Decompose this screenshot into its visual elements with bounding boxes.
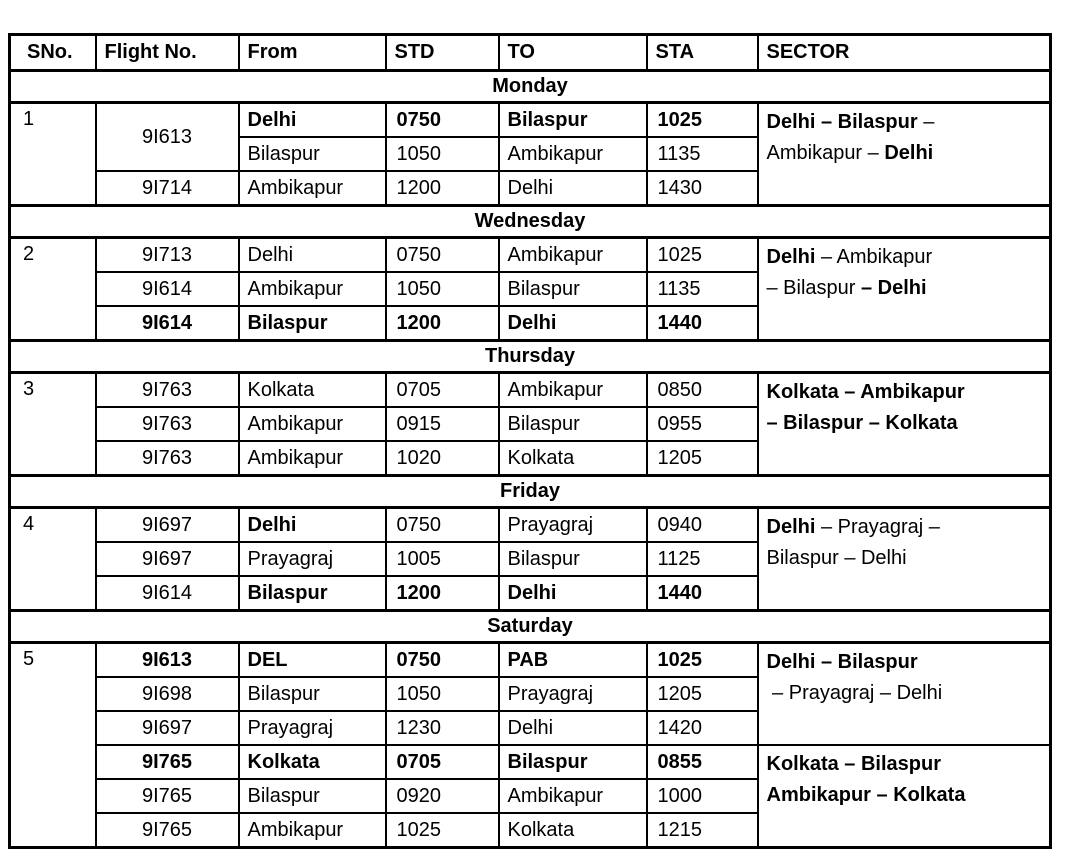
sector-text-segment: – Prayagraj – <box>815 516 940 538</box>
schedule-row <box>10 103 1051 138</box>
std-cell: 0750 <box>386 508 499 543</box>
std-cell: 1020 <box>386 441 499 476</box>
std-cell: 0920 <box>386 779 499 813</box>
sector-line <box>767 512 1046 543</box>
from-cell: Kolkata <box>239 745 386 779</box>
flight-no-cell: 9I697 <box>96 542 239 576</box>
sector-cell <box>758 373 1051 476</box>
std-cell: 0915 <box>386 407 499 441</box>
sector-text-segment: – Bilaspur <box>766 277 861 299</box>
sector-text-segment: Delhi – Bilaspur <box>766 111 918 133</box>
std-cell: 0750 <box>386 643 499 678</box>
sta-cell: 0940 <box>647 508 758 543</box>
sector-line <box>767 647 1046 678</box>
sector-line <box>767 780 1046 811</box>
sector-line <box>767 749 1046 780</box>
sector-text-segment: Kolkata – Ambikapur <box>766 381 965 403</box>
sector-line <box>767 273 1046 304</box>
sno-cell: 2 <box>10 238 96 341</box>
std-cell: 1200 <box>386 306 499 341</box>
flight-no-cell: 9I763 <box>96 441 239 476</box>
from-cell: Ambikapur <box>239 171 386 206</box>
std-cell: 1200 <box>386 576 499 611</box>
std-cell: 1200 <box>386 171 499 206</box>
sta-cell: 1135 <box>647 272 758 306</box>
from-cell: Prayagraj <box>239 711 386 745</box>
sector-text-segment: – Delhi <box>861 277 927 299</box>
sta-cell: 1025 <box>647 643 758 678</box>
to-cell: Ambikapur <box>499 373 647 408</box>
to-cell: Delhi <box>499 711 647 745</box>
header-from: From <box>239 35 386 71</box>
sector-line <box>767 377 1046 408</box>
from-cell: Ambikapur <box>239 813 386 848</box>
from-cell: Ambikapur <box>239 407 386 441</box>
schedule-row <box>10 373 1051 408</box>
header-flight-no: Flight No. <box>96 35 239 71</box>
to-cell: Bilaspur <box>499 103 647 138</box>
sta-cell: 1440 <box>647 576 758 611</box>
day-band-saturday: Saturday <box>10 611 1051 643</box>
header-sta: STA <box>647 35 758 71</box>
sta-cell: 1000 <box>647 779 758 813</box>
from-cell: Ambikapur <box>239 441 386 476</box>
from-cell: Delhi <box>239 508 386 543</box>
sta-cell: 0855 <box>647 745 758 779</box>
sector-text-segment: Delhi <box>766 516 816 538</box>
to-cell: Bilaspur <box>499 542 647 576</box>
day-band-friday: Friday <box>10 476 1051 508</box>
to-cell: Ambikapur <box>499 238 647 273</box>
header-to: TO <box>499 35 647 71</box>
to-cell: Bilaspur <box>499 745 647 779</box>
to-cell: Ambikapur <box>499 137 647 171</box>
flight-no-cell: 9I613 <box>96 103 239 172</box>
std-cell: 0705 <box>386 373 499 408</box>
sta-cell: 1430 <box>647 171 758 206</box>
sector-line <box>767 543 1046 574</box>
std-cell: 0705 <box>386 745 499 779</box>
to-cell: Prayagraj <box>499 508 647 543</box>
from-cell: Bilaspur <box>239 576 386 611</box>
sector-text-segment: Delhi <box>884 142 934 164</box>
sector-cell <box>758 745 1051 848</box>
std-cell: 1050 <box>386 272 499 306</box>
sector-cell <box>758 103 1051 206</box>
sector-text-segment: – <box>917 111 935 133</box>
flight-no-cell: 9I763 <box>96 407 239 441</box>
sta-cell: 0850 <box>647 373 758 408</box>
sta-cell: 0955 <box>647 407 758 441</box>
std-cell: 0750 <box>386 103 499 138</box>
sta-cell: 1025 <box>647 238 758 273</box>
from-cell: Bilaspur <box>239 779 386 813</box>
flight-no-cell: 9I763 <box>96 373 239 408</box>
flight-no-cell: 9I697 <box>96 711 239 745</box>
from-cell: Bilaspur <box>239 137 386 171</box>
sector-text-segment: Bilaspur – Delhi <box>766 547 907 569</box>
to-cell: Ambikapur <box>499 779 647 813</box>
sector-line <box>767 138 1046 169</box>
schedule-table-body <box>10 71 1051 848</box>
sta-cell: 1420 <box>647 711 758 745</box>
flight-no-cell: 9I614 <box>96 576 239 611</box>
to-cell: Delhi <box>499 306 647 341</box>
flight-no-cell: 9I613 <box>96 643 239 678</box>
from-cell: Delhi <box>239 103 386 138</box>
header-row <box>10 35 1051 71</box>
sta-cell: 1205 <box>647 441 758 476</box>
flight-no-cell: 9I698 <box>96 677 239 711</box>
sector-line <box>767 242 1046 273</box>
sector-line <box>767 107 1046 138</box>
schedule-row <box>10 508 1051 543</box>
sector-text-segment: Delhi <box>766 246 816 268</box>
sno-cell: 4 <box>10 508 96 611</box>
std-cell: 1005 <box>386 542 499 576</box>
day-band-row <box>10 206 1051 238</box>
sector-text-segment: Ambikapur – <box>766 142 885 164</box>
to-cell: PAB <box>499 643 647 678</box>
sno-cell: 3 <box>10 373 96 476</box>
sta-cell: 1025 <box>647 103 758 138</box>
sector-line <box>767 678 1046 709</box>
sector-text-segment: Kolkata – Bilaspur <box>766 753 942 775</box>
day-band-monday: Monday <box>10 71 1051 103</box>
std-cell: 1230 <box>386 711 499 745</box>
std-cell: 1050 <box>386 677 499 711</box>
from-cell: Prayagraj <box>239 542 386 576</box>
to-cell: Bilaspur <box>499 407 647 441</box>
header-sno: SNo. <box>10 35 96 71</box>
sector-cell <box>758 238 1051 341</box>
flight-no-cell: 9I765 <box>96 813 239 848</box>
header-std: STD <box>386 35 499 71</box>
sno-cell: 1 <box>10 103 96 206</box>
std-cell: 1025 <box>386 813 499 848</box>
to-cell: Prayagraj <box>499 677 647 711</box>
sector-text-segment: Delhi – Bilaspur <box>766 651 918 673</box>
day-band-row <box>10 476 1051 508</box>
std-cell: 0750 <box>386 238 499 273</box>
from-cell: Bilaspur <box>239 306 386 341</box>
day-band-row <box>10 71 1051 103</box>
to-cell: Delhi <box>499 171 647 206</box>
schedule-row <box>10 745 1051 779</box>
flight-no-cell: 9I714 <box>96 171 239 206</box>
sta-cell: 1205 <box>647 677 758 711</box>
sector-text-segment: Ambikapur – Kolkata <box>766 784 966 806</box>
day-band-row <box>10 611 1051 643</box>
sta-cell: 1215 <box>647 813 758 848</box>
from-cell: Bilaspur <box>239 677 386 711</box>
to-cell: Bilaspur <box>499 272 647 306</box>
to-cell: Kolkata <box>499 441 647 476</box>
flight-no-cell: 9I713 <box>96 238 239 273</box>
from-cell: Delhi <box>239 238 386 273</box>
day-band-row <box>10 341 1051 373</box>
sector-cell <box>758 643 1051 746</box>
day-band-thursday: Thursday <box>10 341 1051 373</box>
schedule-row <box>10 238 1051 273</box>
to-cell: Kolkata <box>499 813 647 848</box>
sector-text-segment: – Ambikapur <box>815 246 933 268</box>
to-cell: Delhi <box>499 576 647 611</box>
day-band-wednesday: Wednesday <box>10 206 1051 238</box>
from-cell: DEL <box>239 643 386 678</box>
sta-cell: 1125 <box>647 542 758 576</box>
flight-no-cell: 9I697 <box>96 508 239 543</box>
sector-text-segment: – Bilaspur – Kolkata <box>766 412 958 434</box>
sta-cell: 1135 <box>647 137 758 171</box>
flight-no-cell: 9I614 <box>96 306 239 341</box>
schedule-row <box>10 643 1051 678</box>
sector-cell <box>758 508 1051 611</box>
from-cell: Kolkata <box>239 373 386 408</box>
std-cell: 1050 <box>386 137 499 171</box>
flight-schedule-table <box>8 33 1052 849</box>
from-cell: Ambikapur <box>239 272 386 306</box>
sta-cell: 1440 <box>647 306 758 341</box>
flight-no-cell: 9I765 <box>96 745 239 779</box>
flight-no-cell: 9I765 <box>96 779 239 813</box>
header-sector: SECTOR <box>758 35 1051 71</box>
sector-text-segment: – Prayagraj – Delhi <box>766 682 943 704</box>
sno-cell: 5 <box>10 643 96 848</box>
flight-no-cell: 9I614 <box>96 272 239 306</box>
sector-line <box>767 408 1046 439</box>
